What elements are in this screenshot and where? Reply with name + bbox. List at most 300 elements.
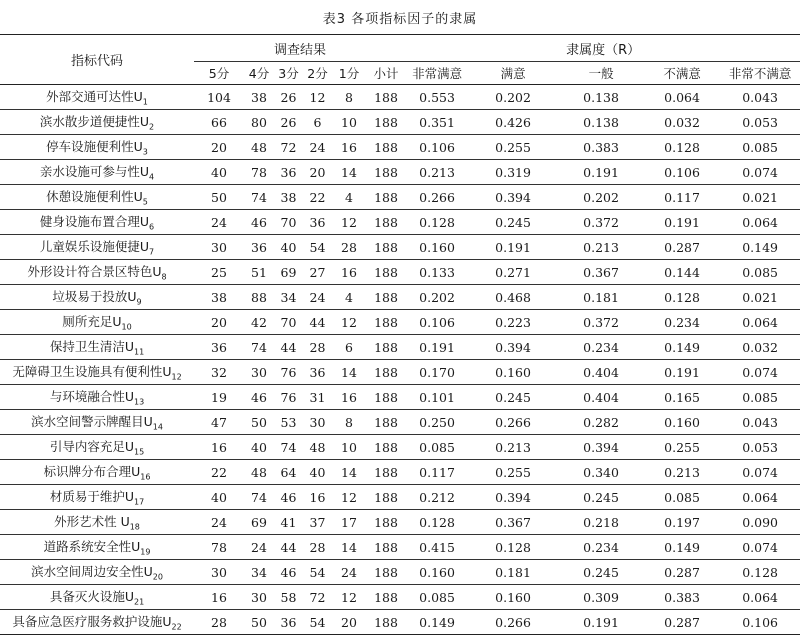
membership-value-cell: 0.074 xyxy=(742,364,778,380)
survey-value-cell: 12 xyxy=(309,89,326,105)
indicator-label xyxy=(0,260,194,285)
survey-value-cell: 26 xyxy=(280,114,297,130)
membership-value-cell: 0.383 xyxy=(664,589,700,605)
table-row xyxy=(0,610,800,635)
survey-value-cell: 74 xyxy=(251,489,267,505)
membership-value-cell: 0.234 xyxy=(664,314,700,330)
survey-value-cell: 6 xyxy=(313,114,322,130)
survey-value-cell: 16 xyxy=(341,139,357,155)
survey-value-cell: 8 xyxy=(345,414,353,430)
indicator-label xyxy=(0,485,194,510)
survey-value-cell: 64 xyxy=(280,464,297,480)
table-row xyxy=(0,510,800,535)
survey-value-cell: 6 xyxy=(345,339,353,355)
indicator-label xyxy=(0,335,194,360)
indicator-text: 厕所充足U xyxy=(62,314,122,330)
indicator-text: 外形艺术性 U xyxy=(54,514,130,530)
survey-value-cell: 72 xyxy=(280,139,297,155)
survey-value-cell: 44 xyxy=(280,539,297,555)
survey-group-header: 调查结果 xyxy=(194,35,406,62)
membership-value-cell: 0.090 xyxy=(742,514,778,530)
membership-value-cell: 0.191 xyxy=(664,214,700,230)
membership-value-cell: 0.085 xyxy=(664,489,700,505)
survey-value-cell: 54 xyxy=(309,614,326,630)
membership-value-cell: 0.212 xyxy=(419,489,455,505)
survey-value-cell: 51 xyxy=(251,264,267,280)
survey-value-cell: 188 xyxy=(374,339,398,355)
survey-value-cell: 188 xyxy=(374,414,398,430)
survey-value-cell: 188 xyxy=(374,439,398,455)
membership-value-cell: 0.085 xyxy=(742,264,778,280)
survey-value-cell: 24 xyxy=(211,514,227,530)
indicator-text: 健身设施布置合理U xyxy=(39,214,150,230)
indicator-subscript: 14 xyxy=(152,422,163,432)
survey-value-cell: 47 xyxy=(211,414,227,430)
survey-value-cell: 27 xyxy=(309,264,326,280)
indicator-label xyxy=(0,460,194,485)
indicator-text: 无障碍卫生设施具有便利性U xyxy=(12,364,172,380)
survey-value-cell: 12 xyxy=(341,489,357,505)
membership-value-cell: 0.128 xyxy=(664,139,700,155)
membership-value-cell: 0.415 xyxy=(419,539,455,555)
membership-value-cell: 0.064 xyxy=(742,314,778,330)
survey-value-cell: 16 xyxy=(211,589,227,605)
survey-value-cell: 38 xyxy=(251,89,267,105)
indicator-subscript: 2 xyxy=(149,122,155,132)
membership-value-cell: 0.053 xyxy=(742,114,778,130)
membership-value-cell: 0.191 xyxy=(495,239,531,255)
survey-value-cell: 28 xyxy=(309,339,326,355)
membership-value-cell: 0.191 xyxy=(583,164,619,180)
survey-value-cell: 24 xyxy=(341,564,357,580)
survey-value-cell: 54 xyxy=(309,564,326,580)
indicator-subscript: 16 xyxy=(140,472,151,482)
survey-value-cell: 20 xyxy=(341,614,357,630)
survey-value-cell: 14 xyxy=(341,164,357,180)
indicator-text: 停车设施便利性U xyxy=(46,139,143,155)
indicator-label xyxy=(0,510,194,535)
survey-value-cell: 26 xyxy=(280,89,297,105)
membership-value-cell: 0.170 xyxy=(419,364,455,380)
membership-value-cell: 0.160 xyxy=(419,564,455,580)
membership-value-cell: 0.149 xyxy=(742,239,778,255)
survey-value-cell: 28 xyxy=(341,239,357,255)
survey-value-cell: 16 xyxy=(211,439,227,455)
membership-value-cell: 0.197 xyxy=(664,514,700,530)
indicator-label xyxy=(0,585,194,610)
membership-value-cell: 0.160 xyxy=(495,589,531,605)
survey-value-cell: 53 xyxy=(280,414,297,430)
membership-value-cell: 0.394 xyxy=(495,189,531,205)
membership-value-cell: 0.106 xyxy=(742,614,778,630)
membership-value-cell: 0.287 xyxy=(664,564,700,580)
survey-value-cell: 188 xyxy=(374,164,398,180)
table-row xyxy=(0,385,800,410)
indicator-subscript: 20 xyxy=(152,572,163,582)
survey-value-cell: 8 xyxy=(345,89,353,105)
membership-value-cell: 0.287 xyxy=(664,614,700,630)
indicator-subscript: 8 xyxy=(161,272,167,282)
table-row xyxy=(0,110,800,135)
membership-value-cell: 0.223 xyxy=(495,314,531,330)
membership-value-cell: 0.191 xyxy=(664,364,700,380)
membership-value-cell: 0.245 xyxy=(495,389,531,405)
table-row xyxy=(0,135,800,160)
survey-value-cell: 188 xyxy=(374,239,398,255)
membership-value-cell: 0.160 xyxy=(419,239,455,255)
survey-value-cell: 36 xyxy=(251,239,267,255)
survey-value-cell: 50 xyxy=(251,414,267,430)
membership-value-cell: 0.021 xyxy=(742,189,778,205)
survey-value-cell: 36 xyxy=(211,339,227,355)
membership-value-cell: 0.213 xyxy=(419,164,455,180)
survey-value-cell: 188 xyxy=(374,464,398,480)
survey-value-cell: 188 xyxy=(374,564,398,580)
indicator-subscript: 3 xyxy=(142,147,148,157)
membership-value-cell: 0.106 xyxy=(419,314,455,330)
membership-value-cell: 0.128 xyxy=(495,539,531,555)
membership-col-header: 非常不满意 xyxy=(728,66,792,81)
table-row xyxy=(0,335,800,360)
survey-value-cell: 104 xyxy=(207,89,231,105)
survey-value-cell: 188 xyxy=(374,289,398,305)
indicator-text: 引导内容充足U xyxy=(49,439,134,455)
membership-value-cell: 0.181 xyxy=(495,564,531,580)
membership-value-cell: 0.085 xyxy=(419,439,455,455)
survey-value-cell: 70 xyxy=(280,314,297,330)
indicator-label xyxy=(0,385,194,410)
indicator-label xyxy=(0,560,194,585)
indicator-text: 滨水散步道便捷性U xyxy=(39,114,150,130)
membership-value-cell: 0.138 xyxy=(583,89,619,105)
header-group-row xyxy=(0,35,800,62)
membership-value-cell: 0.138 xyxy=(583,114,619,130)
membership-value-cell: 0.032 xyxy=(664,114,700,130)
indicator-label xyxy=(0,435,194,460)
membership-value-cell: 0.043 xyxy=(742,414,778,430)
survey-value-cell: 14 xyxy=(341,464,357,480)
survey-value-cell: 69 xyxy=(251,514,267,530)
membership-value-cell: 0.149 xyxy=(664,339,700,355)
indicator-text: 道路系统安全性U xyxy=(43,539,141,555)
survey-value-cell: 22 xyxy=(309,189,326,205)
survey-value-cell: 36 xyxy=(309,214,326,230)
survey-value-cell: 188 xyxy=(374,539,398,555)
indicator-subscript: 21 xyxy=(133,597,145,607)
membership-value-cell: 0.245 xyxy=(583,564,619,580)
membership-value-cell: 0.160 xyxy=(495,364,531,380)
survey-value-cell: 69 xyxy=(280,264,297,280)
survey-value-cell: 48 xyxy=(309,439,326,455)
membership-value-cell: 0.165 xyxy=(664,389,700,405)
indicator-text: 具备应急医疗服务救护设施U xyxy=(12,614,172,630)
indicator-text: 具备灭火设施U xyxy=(49,589,134,605)
membership-value-cell: 0.266 xyxy=(419,189,455,205)
indicator-text: 材质易于维护U xyxy=(49,489,134,505)
table-title: 表3 各项指标因子的隶属 xyxy=(322,12,478,27)
survey-value-cell: 24 xyxy=(309,139,326,155)
survey-value-cell: 37 xyxy=(309,514,326,530)
membership-value-cell: 0.064 xyxy=(664,89,700,105)
indicator-label xyxy=(0,235,194,260)
indicator-subscript: 15 xyxy=(133,447,145,457)
membership-value-cell: 0.213 xyxy=(583,239,619,255)
survey-col-header: 5分 xyxy=(208,66,230,81)
survey-value-cell: 14 xyxy=(341,539,357,555)
survey-value-cell: 24 xyxy=(251,539,267,555)
survey-value-cell: 12 xyxy=(341,589,357,605)
membership-value-cell: 0.218 xyxy=(583,514,619,530)
table-row xyxy=(0,260,800,285)
indicator-label xyxy=(0,110,194,135)
membership-value-cell: 0.383 xyxy=(583,139,619,155)
survey-value-cell: 58 xyxy=(280,589,297,605)
survey-value-cell: 48 xyxy=(251,464,267,480)
survey-value-cell: 50 xyxy=(211,189,227,205)
survey-value-cell: 188 xyxy=(374,614,398,630)
membership-value-cell: 0.234 xyxy=(583,339,619,355)
table-row xyxy=(0,535,800,560)
membership-value-cell: 0.043 xyxy=(742,89,778,105)
membership-value-cell: 0.255 xyxy=(495,464,531,480)
membership-value-cell: 0.064 xyxy=(742,214,778,230)
membership-value-cell: 0.106 xyxy=(664,164,700,180)
survey-value-cell: 188 xyxy=(374,314,398,330)
survey-col-header: 2分 xyxy=(307,66,328,81)
membership-value-cell: 0.266 xyxy=(495,414,531,430)
membership-value-cell: 0.202 xyxy=(419,289,455,305)
table-row xyxy=(0,460,800,485)
membership-value-cell: 0.202 xyxy=(583,189,619,205)
membership-value-cell: 0.064 xyxy=(742,489,778,505)
indicator-label xyxy=(0,85,194,110)
membership-value-cell: 0.144 xyxy=(664,264,700,280)
membership-value-cell: 0.117 xyxy=(664,189,700,205)
survey-value-cell: 30 xyxy=(211,239,227,255)
survey-value-cell: 17 xyxy=(341,514,357,530)
membership-value-cell: 0.372 xyxy=(583,214,619,230)
survey-value-cell: 188 xyxy=(374,139,398,155)
survey-value-cell: 40 xyxy=(211,489,227,505)
survey-value-cell: 74 xyxy=(251,339,267,355)
indicator-subscript: 19 xyxy=(140,547,151,557)
indicator-text: 休憩设施便利性U xyxy=(46,189,143,205)
membership-value-cell: 0.181 xyxy=(583,289,619,305)
membership-value-cell: 0.468 xyxy=(495,289,531,305)
table-row xyxy=(0,235,800,260)
membership-value-cell: 0.282 xyxy=(583,414,619,430)
membership-value-cell: 0.117 xyxy=(419,464,455,480)
membership-value-cell: 0.128 xyxy=(419,514,455,530)
membership-value-cell: 0.255 xyxy=(495,139,531,155)
survey-value-cell: 44 xyxy=(309,314,326,330)
membership-value-cell: 0.394 xyxy=(495,339,531,355)
table-row xyxy=(0,160,800,185)
table-row xyxy=(0,310,800,335)
membership-value-cell: 0.404 xyxy=(583,364,619,380)
survey-value-cell: 31 xyxy=(309,389,326,405)
membership-value-cell: 0.160 xyxy=(664,414,700,430)
membership-col-header: 不满意 xyxy=(663,66,701,81)
membership-value-cell: 0.250 xyxy=(419,414,455,430)
membership-value-cell: 0.101 xyxy=(419,389,455,405)
survey-value-cell: 14 xyxy=(341,364,357,380)
indicator-subscript: 18 xyxy=(129,522,140,532)
membership-value-cell: 0.426 xyxy=(495,114,531,130)
membership-value-cell: 0.074 xyxy=(742,464,778,480)
membership-value-cell: 0.128 xyxy=(742,564,778,580)
indicator-label xyxy=(0,410,194,435)
indicator-subscript: 11 xyxy=(133,347,145,357)
indicator-label xyxy=(0,535,194,560)
survey-value-cell: 30 xyxy=(211,564,227,580)
survey-value-cell: 46 xyxy=(280,564,297,580)
membership-value-cell: 0.032 xyxy=(742,339,778,355)
survey-value-cell: 40 xyxy=(309,464,326,480)
survey-value-cell: 88 xyxy=(251,289,267,305)
membership-value-cell: 0.394 xyxy=(583,439,619,455)
indicator-text: 与环境融合性U xyxy=(49,389,134,405)
survey-value-cell: 70 xyxy=(280,214,297,230)
membership-value-cell: 0.394 xyxy=(495,489,531,505)
membership-value-cell: 0.191 xyxy=(583,614,619,630)
indicator-text: 垃圾易于投放U xyxy=(52,289,137,305)
indicator-label xyxy=(0,310,194,335)
indicator-subscript: 17 xyxy=(133,497,145,507)
survey-value-cell: 80 xyxy=(251,114,267,130)
membership-value-cell: 0.106 xyxy=(419,139,455,155)
survey-value-cell: 188 xyxy=(374,489,398,505)
survey-value-cell: 36 xyxy=(309,364,326,380)
membership-value-cell: 0.191 xyxy=(419,339,455,355)
membership-value-cell: 0.053 xyxy=(742,439,778,455)
survey-value-cell: 34 xyxy=(280,289,297,305)
survey-value-cell: 188 xyxy=(374,114,398,130)
indicator-text: 滨水空间周边安全性U xyxy=(31,564,153,580)
indicator-label xyxy=(0,360,194,385)
table-row xyxy=(0,210,800,235)
survey-value-cell: 4 xyxy=(345,189,353,205)
survey-value-cell: 25 xyxy=(211,264,227,280)
membership-value-cell: 0.074 xyxy=(742,539,778,555)
indicator-text: 标识牌分布合理U xyxy=(43,464,141,480)
survey-value-cell: 78 xyxy=(211,539,227,555)
membership-value-cell: 0.213 xyxy=(664,464,700,480)
membership-value-cell: 0.085 xyxy=(742,389,778,405)
membership-value-cell: 0.287 xyxy=(664,239,700,255)
membership-value-cell: 0.133 xyxy=(419,264,455,280)
membership-value-cell: 0.255 xyxy=(664,439,700,455)
membership-value-cell: 0.234 xyxy=(583,539,619,555)
table-row xyxy=(0,410,800,435)
membership-value-cell: 0.266 xyxy=(495,614,531,630)
survey-value-cell: 12 xyxy=(341,314,357,330)
survey-value-cell: 50 xyxy=(251,614,267,630)
membership-value-cell: 0.245 xyxy=(495,214,531,230)
survey-value-cell: 32 xyxy=(211,364,227,380)
membership-col-header: 满意 xyxy=(500,66,526,81)
survey-value-cell: 66 xyxy=(211,114,227,130)
survey-value-cell: 40 xyxy=(280,239,297,255)
survey-value-cell: 76 xyxy=(280,389,297,405)
membership-value-cell: 0.340 xyxy=(583,464,619,480)
table-row xyxy=(0,560,800,585)
survey-value-cell: 4 xyxy=(345,289,353,305)
membership-col-header: 非常满意 xyxy=(412,66,463,81)
membership-value-cell: 0.021 xyxy=(742,289,778,305)
survey-col-header: 小计 xyxy=(373,66,399,81)
table-row xyxy=(0,85,800,110)
membership-value-cell: 0.367 xyxy=(495,514,531,530)
survey-value-cell: 44 xyxy=(280,339,297,355)
membership-value-cell: 0.128 xyxy=(664,289,700,305)
indicator-text: 滨水空间警示牌醒目U xyxy=(31,414,153,430)
survey-value-cell: 188 xyxy=(374,189,398,205)
survey-value-cell: 38 xyxy=(280,189,297,205)
survey-col-header: 1分 xyxy=(338,66,360,81)
survey-value-cell: 28 xyxy=(211,614,227,630)
survey-value-cell: 10 xyxy=(341,114,357,130)
survey-value-cell: 78 xyxy=(251,164,267,180)
indicator-text: 保持卫生清洁U xyxy=(49,339,134,355)
membership-value-cell: 0.404 xyxy=(583,389,619,405)
survey-value-cell: 24 xyxy=(309,289,326,305)
survey-value-cell: 188 xyxy=(374,389,398,405)
membership-value-cell: 0.319 xyxy=(495,164,531,180)
survey-value-cell: 188 xyxy=(374,589,398,605)
survey-value-cell: 36 xyxy=(280,164,297,180)
indicator-subscript: 22 xyxy=(171,622,182,632)
survey-value-cell: 40 xyxy=(251,439,267,455)
membership-value-cell: 0.245 xyxy=(583,489,619,505)
indicator-label xyxy=(0,285,194,310)
survey-value-cell: 54 xyxy=(309,239,326,255)
indicator-subscript: 7 xyxy=(149,247,155,257)
survey-value-cell: 36 xyxy=(280,614,297,630)
membership-value-cell: 0.128 xyxy=(419,214,455,230)
indicator-subscript: 13 xyxy=(133,397,145,407)
table-row xyxy=(0,185,800,210)
survey-value-cell: 10 xyxy=(341,439,357,455)
survey-value-cell: 42 xyxy=(251,314,267,330)
indicator-subscript: 5 xyxy=(142,197,148,207)
table-row xyxy=(0,360,800,385)
membership-value-cell: 0.367 xyxy=(583,264,619,280)
membership-value-cell: 0.085 xyxy=(419,589,455,605)
table-row xyxy=(0,585,800,610)
survey-value-cell: 46 xyxy=(251,214,267,230)
survey-value-cell: 22 xyxy=(211,464,227,480)
survey-value-cell: 40 xyxy=(211,164,227,180)
survey-value-cell: 188 xyxy=(374,264,398,280)
membership-value-cell: 0.309 xyxy=(583,589,619,605)
membership-value-cell: 0.064 xyxy=(742,589,778,605)
indicator-text: 外形设计符合景区特色U xyxy=(27,264,162,280)
survey-value-cell: 74 xyxy=(280,439,297,455)
survey-value-cell: 74 xyxy=(251,189,267,205)
survey-value-cell: 188 xyxy=(374,214,398,230)
survey-value-cell: 24 xyxy=(211,214,227,230)
survey-value-cell: 16 xyxy=(341,389,357,405)
survey-value-cell: 41 xyxy=(280,514,297,530)
indicator-subscript: 6 xyxy=(149,222,155,232)
survey-value-cell: 16 xyxy=(309,489,326,505)
membership-value-cell: 0.149 xyxy=(664,539,700,555)
survey-value-cell: 30 xyxy=(309,414,326,430)
membership-value-cell: 0.202 xyxy=(495,89,531,105)
survey-value-cell: 20 xyxy=(309,164,326,180)
membership-value-cell: 0.074 xyxy=(742,164,778,180)
